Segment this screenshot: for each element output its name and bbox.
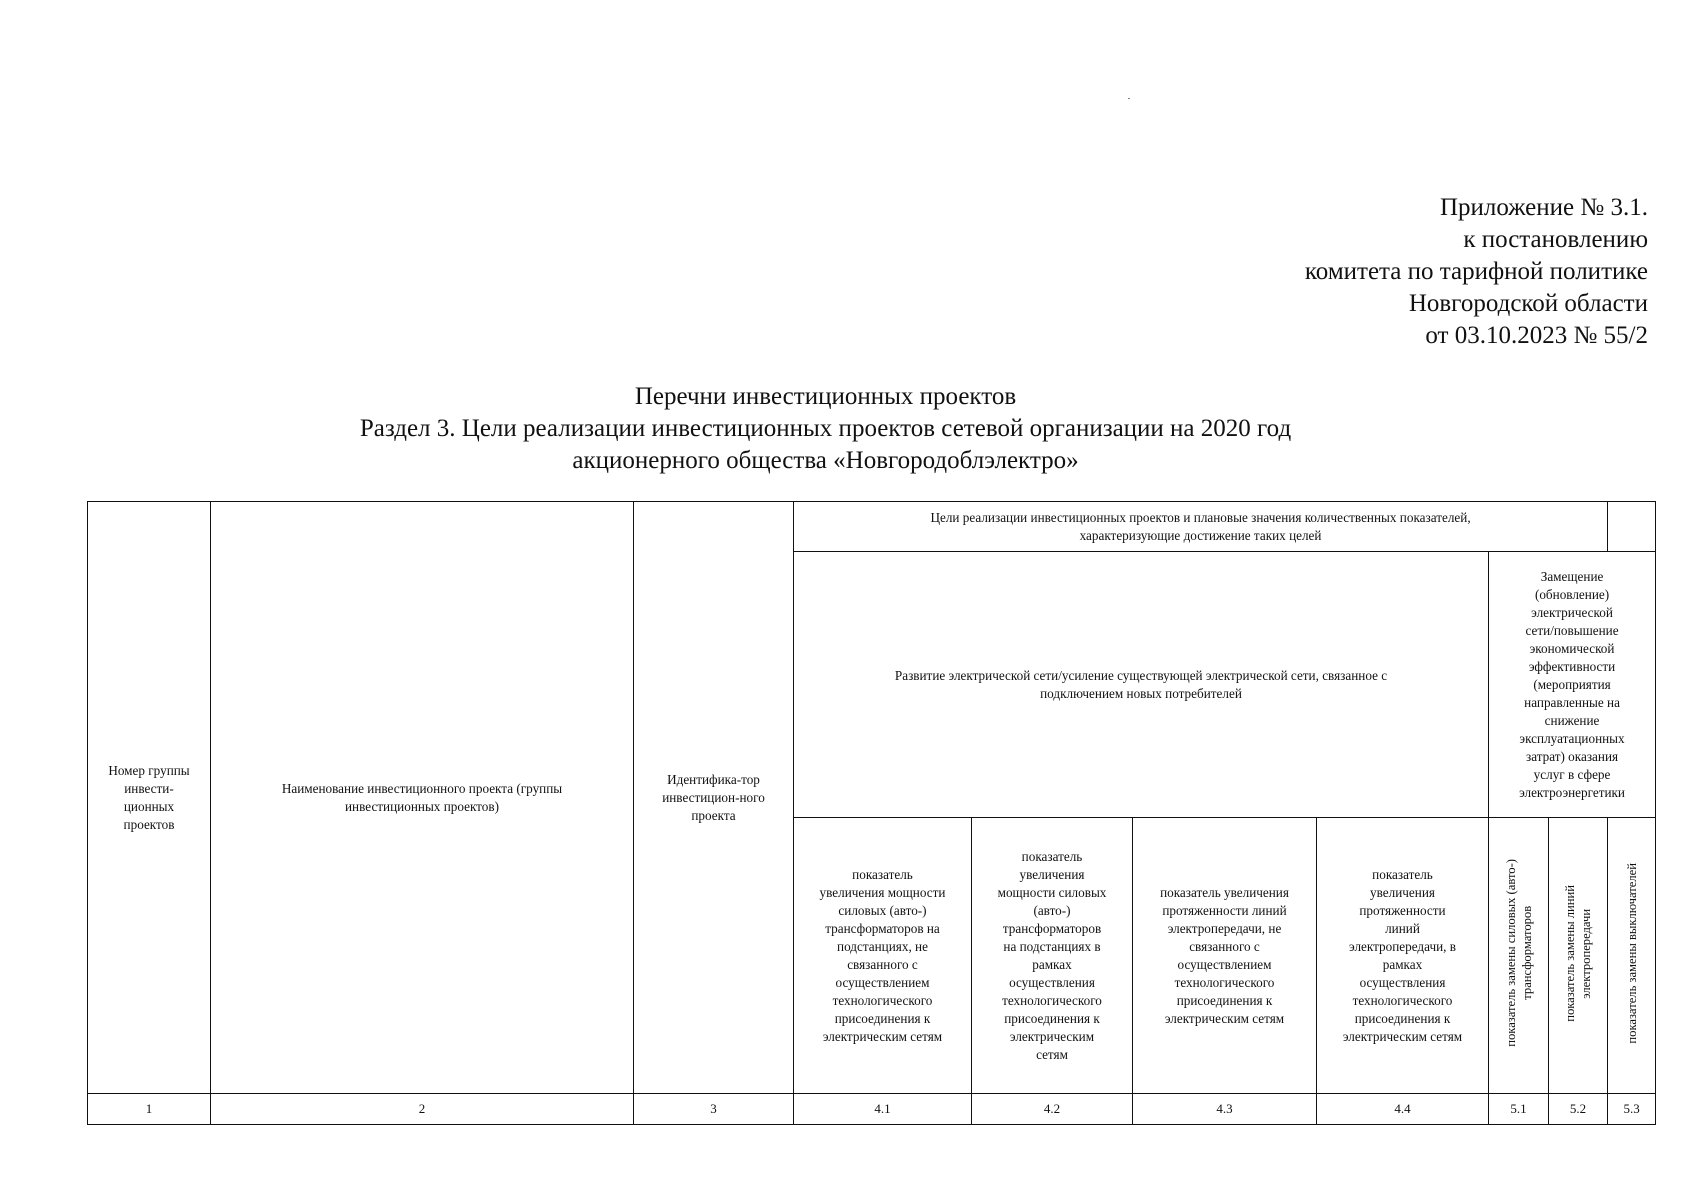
header-project-id: Идентифика-тор инвестицион-ного проекта [634,502,794,1094]
header-project-name: Наименование инвестиционного проекта (группы инвестиционных проектов) [211,502,634,1094]
scan-speck [1128,98,1130,99]
column-number: 4.1 [794,1094,972,1125]
header-indicator-4-1: показатель увеличения мощности силовых (авто-) трансформаторов на подстанциях, не связанного с осуществлением технологического присоединения к электрическим сетям [794,818,972,1094]
header-indicator-4-4: показатель увеличения протяженности линий электропередачи, в рамках осуществления технологического присоединения к электрическим сетям [1317,818,1489,1094]
column-number: 3 [634,1094,794,1125]
column-number: 2 [211,1094,634,1125]
appendix-line: к постановлению [1463,226,1648,253]
title-line: акционерного общества «Новгородоблэлектро» [572,447,1079,474]
column-number: 4.3 [1133,1094,1317,1125]
column-number: 1 [88,1094,211,1125]
column-number: 5.3 [1608,1094,1656,1125]
title-line: Раздел 3. Цели реализации инвестиционных проектов сетевой организации на 2020 год [359,415,1292,442]
header-goals: Цели реализации инвестиционных проектов и плановые значения количественных показателей, характеризующие достижение таких целей [794,502,1608,552]
header-indicator-5-1 [1489,818,1549,1094]
header-indicator-5-2 [1549,818,1608,1094]
appendix-line: комитета по тарифной политике [1304,258,1648,285]
header-indicator-5-3 [1608,818,1656,1094]
vertical-label: показатель замены линий электропередачи [1563,884,1594,1022]
appendix-line: Новгородской области [1408,290,1648,317]
header-empty-cell [1608,502,1656,552]
header-network-replacement: Замещение (обновление) электрической сети/повышение экономической эффективности (мероприятия направленные на снижение эксплуатационных затрат) оказания услуг в сфере электроэнергетики [1489,552,1656,818]
column-number: 4.2 [972,1094,1133,1125]
header-network-development: Развитие электрической сети/усиление существующей электрической сети, связанное с подключением новых потребителей [794,552,1489,818]
appendix-block [1305,192,1648,352]
vertical-label: показатель замены выключателей [1624,862,1639,1044]
header-group-number: Номер группы инвести- ционных проектов [88,502,211,1094]
investment-goals-table [87,501,1656,1125]
column-number: 4.4 [1317,1094,1489,1125]
column-number: 5.1 [1489,1094,1549,1125]
header-indicator-4-3: показатель увеличения протяженности линий электропередачи, не связанного с осуществлением технологического присоединения к электрическим сетям [1133,818,1317,1094]
vertical-label: показатель замены силовых (авто-) трансформаторов [1503,859,1534,1047]
document-title [0,381,1695,477]
title-line: Перечни инвестиционных проектов [634,383,1017,410]
header-indicator-4-2: показатель увеличения мощности силовых (авто-) трансформаторов на подстанциях в рамках осуществления технологического присоединения к электрическим сетям [972,818,1133,1094]
column-number: 5.2 [1549,1094,1608,1125]
appendix-line: от 03.10.2023 № 55/2 [1425,322,1648,349]
appendix-line: Приложение № 3.1. [1439,194,1648,221]
